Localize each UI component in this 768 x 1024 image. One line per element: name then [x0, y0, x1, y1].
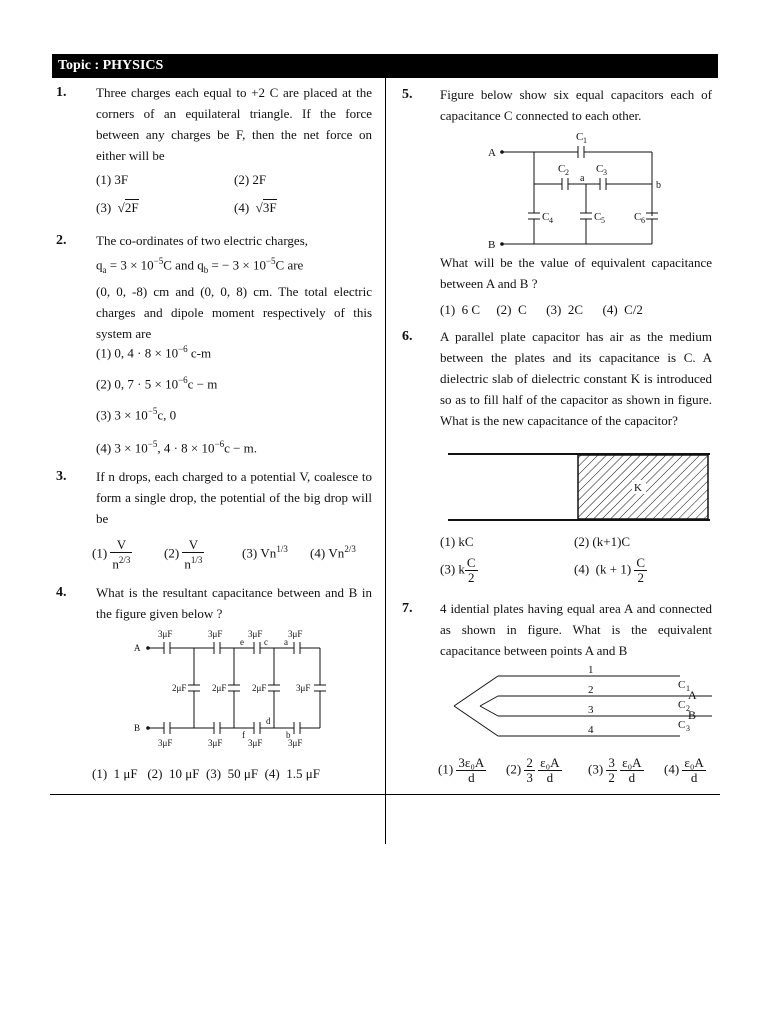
exponent: 2/3 — [344, 544, 356, 554]
option-coef: (k + 1) — [595, 561, 632, 577]
question-number: 1. — [56, 85, 67, 100]
numerator: 3ε₀A — [458, 755, 485, 770]
question-line-2 — [96, 251, 372, 281]
option-3 — [440, 556, 478, 585]
question-5-text-2 — [440, 252, 712, 294]
cap-label: 3μF — [248, 629, 263, 639]
denominator: d — [468, 770, 475, 785]
numerator: 3 — [608, 755, 615, 770]
option-3 — [96, 406, 176, 423]
cap-label: 3μF — [288, 629, 303, 639]
cap-sub: 6 — [641, 216, 645, 225]
denominator: 2 — [608, 770, 615, 785]
option-label: (4) — [310, 545, 326, 561]
option-4 — [664, 756, 706, 785]
terminal-a-label: A — [134, 643, 141, 653]
charge-a-value: = 3 × 10 — [106, 257, 154, 273]
question-number: 5. — [402, 87, 413, 102]
cap-label: 3μF — [158, 629, 173, 639]
option-coef: k — [458, 561, 465, 577]
question-text: Three charges each equal to +2 C are placed at the corners of an equilateral triangle. If the force between any charges be F, then the net force on either will be — [96, 85, 372, 163]
option-1 — [92, 538, 132, 571]
denominator: d — [546, 770, 554, 785]
node-label: d — [266, 716, 271, 726]
node-label: f — [242, 730, 245, 740]
option-value: Vn — [260, 545, 277, 561]
option-text: , 4 · 8 × 10 — [157, 440, 215, 456]
terminal-b-label: B — [488, 239, 496, 250]
denominator: d — [628, 770, 636, 785]
cap-label: C — [594, 211, 602, 223]
numerator: ε₀A — [684, 755, 704, 770]
denominator: 2 — [468, 570, 475, 585]
question-text: A parallel plate capacitor has air as the medium between the plates and its capacitance is C. A dielectric slab of dielectric constant K is introduced so as to fill half of the capacitor as shown in figure. What is the new capacitance of the capacitor? — [440, 329, 712, 428]
charge-a: q — [96, 257, 103, 273]
terminal-a-label: A — [488, 147, 496, 159]
option-label: (3) — [440, 561, 456, 577]
option-4 — [574, 556, 647, 585]
cap-label: C — [542, 211, 550, 223]
option-label: (3) — [588, 761, 604, 777]
cap-label: C — [558, 163, 566, 175]
option-4-label: (4) — [234, 200, 250, 215]
exponent: −5 — [147, 439, 158, 449]
fraction — [524, 756, 535, 785]
unit: C are — [275, 257, 304, 273]
cap-label: 3μF — [296, 683, 311, 693]
option-text: c − m. — [224, 440, 258, 456]
option-4-value: 3F — [262, 200, 277, 215]
plate-label: 4 — [588, 724, 594, 736]
question-line-3: (0, 0, -8) cm and (0, 0, 8) cm. The total electric charges and dipole moment respectively of this system are — [96, 283, 372, 341]
denominator — [182, 553, 204, 571]
option-label: (1) — [438, 761, 454, 777]
cap-label: C — [596, 163, 604, 175]
option-text: (4) 3 × 10 — [96, 440, 148, 456]
numerator: ε₀A — [540, 755, 560, 770]
cap-label: C — [576, 131, 584, 143]
option-3-value: 2F — [124, 200, 139, 215]
cap-sub: 5 — [601, 216, 605, 225]
cap-label: 2μF — [212, 683, 227, 693]
cap-label: C — [678, 679, 686, 691]
charge-b-value: = − 3 × 10 — [208, 257, 266, 273]
dielectric-label: K — [634, 482, 642, 494]
question-text: Figure below show six equal capacitors each of capacitance C connected to each other. — [440, 87, 712, 123]
fraction — [182, 538, 204, 571]
option-2: (2) 2F — [234, 172, 267, 187]
option-2 — [506, 756, 562, 785]
fraction — [456, 756, 486, 785]
option-text: (1) 0, 4 · 8 × 10 — [96, 345, 179, 361]
exponent: 1/3 — [190, 555, 203, 565]
cap-sub: 2 — [686, 704, 690, 713]
option-label: (1) — [92, 545, 108, 561]
question-text: If n drops, each charged to a potential V, coalesce to form a single drop, the potential of the big drop will be — [96, 469, 372, 526]
cap-sub: 1 — [686, 684, 690, 693]
question-text: 4 idential plates having equal area A and connected as shown in figure. What is the equivalent capacitance between points A and B — [440, 601, 712, 658]
option-text: (2) 0, 7 · 5 × 10 — [96, 376, 179, 392]
cap-sub: 1 — [583, 136, 587, 145]
option-text: c − m — [187, 376, 218, 392]
question-text: What is the resultant capacitance between and B in the figure given below ? — [96, 585, 372, 621]
exponent: 2/3 — [118, 555, 131, 565]
option-label: (4) — [574, 561, 590, 577]
exponent: −5 — [147, 406, 158, 416]
option-label: (2) — [164, 545, 180, 561]
charge-a-sub: a — [102, 264, 107, 275]
option-1 — [96, 344, 211, 361]
terminal-b-label: B — [134, 723, 141, 733]
option-value: Vn — [328, 545, 345, 561]
option-label: (4) — [664, 761, 680, 777]
node-label: a — [580, 173, 585, 184]
terminal-a-label: A — [688, 688, 697, 702]
question-number: 2. — [56, 233, 67, 248]
question-number: 7. — [402, 601, 413, 616]
option-label: (2) — [506, 761, 522, 777]
cap-sub: 3 — [686, 724, 690, 733]
cap-label: 2μF — [252, 683, 267, 693]
node-label: a — [284, 637, 288, 647]
question-5-options: (1) 6 C (2) C (3) 2C (4) C/2 — [440, 302, 643, 317]
option-4: (4) √3F — [234, 200, 277, 215]
node-label: b — [656, 180, 661, 191]
option-text: c, 0 — [157, 407, 177, 423]
node-label: c — [264, 637, 268, 647]
question-5-circuit-diagram — [482, 126, 662, 250]
question-6-options — [440, 534, 720, 594]
option-4 — [310, 544, 356, 561]
node-label: e — [240, 637, 244, 647]
option-4 — [96, 439, 257, 456]
topic-header: Topic : PHYSICS — [52, 54, 718, 78]
fraction — [538, 756, 561, 785]
charge-b: C and q — [163, 257, 204, 273]
question-7-options — [438, 754, 718, 790]
question-number: 6. — [402, 329, 413, 344]
numerator: V — [182, 538, 204, 553]
denominator: d — [690, 770, 698, 785]
base: n — [112, 556, 119, 572]
option-label: (3) — [242, 545, 258, 561]
exponent: −5 — [265, 256, 276, 266]
cap-label: 3μF — [158, 738, 173, 748]
denominator — [110, 553, 132, 571]
question-text: What will be the value of equivalent capacitance between A and B ? — [440, 255, 712, 291]
option-2 — [164, 538, 204, 571]
option-text: c-m — [187, 345, 212, 361]
option-1: (1) kC — [440, 534, 474, 549]
question-line-1: The co-ordinates of two electric charges, — [96, 233, 308, 248]
option-1: (1) 3F — [96, 172, 129, 187]
option-1 — [438, 756, 486, 785]
denominator: 2 — [637, 570, 644, 585]
cap-label: 3μF — [288, 738, 303, 748]
numerator: 2 — [526, 755, 533, 770]
exponent: −6 — [178, 344, 188, 354]
charge-b-sub: b — [203, 264, 209, 275]
cap-label: 3μF — [208, 629, 223, 639]
cap-sub: 2 — [565, 168, 569, 177]
base: n — [184, 556, 191, 572]
question-3-options — [92, 536, 382, 576]
cap-label: 3μF — [248, 738, 263, 748]
option-2 — [96, 375, 217, 392]
fraction — [606, 756, 617, 785]
option-2: (2) (k+1)C — [574, 534, 631, 549]
terminal-b-label: B — [688, 708, 697, 722]
bottom-rule — [50, 794, 720, 795]
plate-label: 1 — [588, 666, 594, 676]
exponent: −5 — [153, 256, 164, 266]
option-3 — [242, 544, 288, 561]
fraction — [465, 556, 478, 585]
exponent: −6 — [214, 439, 225, 449]
cap-label: 3μF — [208, 738, 223, 748]
column-divider — [385, 78, 386, 844]
question-number: 3. — [56, 469, 67, 484]
question-4-circuit-diagram — [134, 628, 334, 752]
cap-label: C — [678, 719, 686, 731]
question-7-plates-diagram — [448, 666, 712, 742]
question-4-options: (1) 1 μF (2) 10 μF (3) 50 μF (4) 1.5 μF — [92, 766, 320, 781]
cap-sub: 3 — [603, 168, 607, 177]
option-3-label: (3) — [96, 200, 112, 215]
plate-label: 3 — [588, 704, 594, 716]
question-number: 4. — [56, 585, 67, 600]
numerator: ε₀A — [622, 755, 642, 770]
numerator: C — [636, 555, 646, 570]
fraction — [634, 556, 647, 585]
fraction — [682, 756, 705, 785]
cap-label: C — [634, 211, 642, 223]
node-label: b — [286, 730, 291, 740]
cap-label: 2μF — [172, 683, 187, 693]
exponent: −6 — [178, 375, 188, 385]
plate-label: 2 — [588, 684, 594, 696]
option-3 — [588, 756, 644, 785]
numerator: C — [466, 555, 476, 570]
question-6-capacitor-diagram — [448, 452, 712, 524]
cap-label: C — [678, 699, 686, 711]
fraction — [620, 756, 643, 785]
numerator: V — [110, 538, 132, 553]
cap-sub: 4 — [549, 216, 553, 225]
fraction — [110, 538, 132, 571]
question-text — [96, 230, 372, 344]
option-3: (3) √2F — [96, 200, 139, 215]
exponent: 1/3 — [276, 544, 288, 554]
option-text: (3) 3 × 10 — [96, 407, 148, 423]
denominator: 3 — [526, 770, 533, 785]
